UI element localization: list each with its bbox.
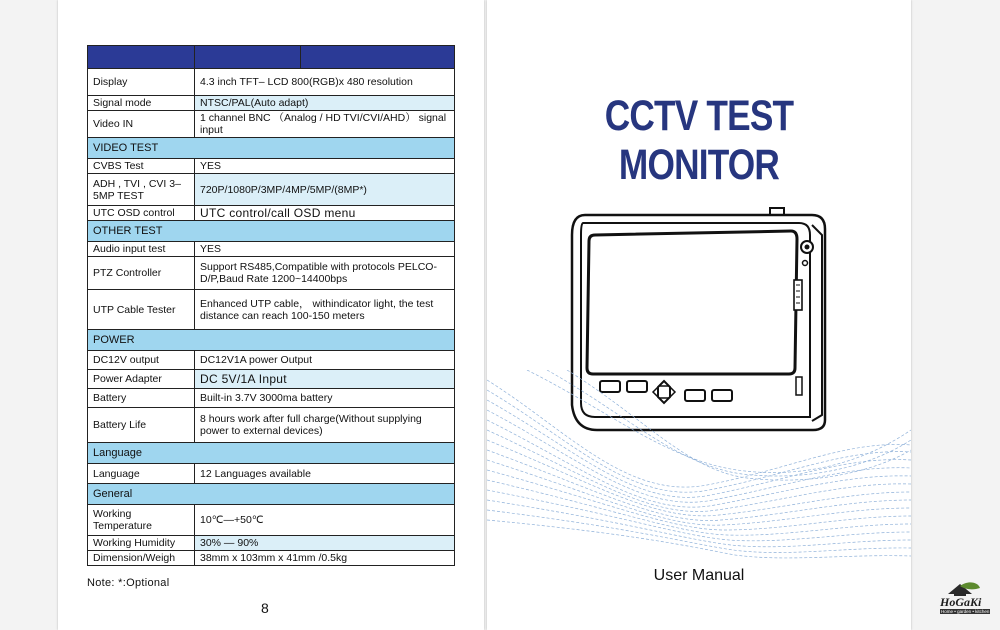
- spec-label: ADH , TVI , CVI 3–5MP TEST: [88, 174, 195, 206]
- table-row: [88, 174, 455, 206]
- section-row: [88, 443, 455, 464]
- spec-label: Video IN: [88, 111, 195, 138]
- spec-value: 1 channel BNC （Analog / HD TVI/CVI/AHD） signal input: [195, 111, 455, 138]
- table-row: [88, 69, 455, 96]
- spec-label: Dimension/Weigh: [88, 551, 195, 566]
- table-row: [88, 290, 455, 330]
- table-row: [88, 351, 455, 370]
- wave-decoration: [487, 370, 911, 570]
- table-row: [88, 505, 455, 536]
- spec-page: [58, 0, 484, 630]
- section-title: Language: [88, 443, 455, 464]
- spec-label: Battery Life: [88, 408, 195, 443]
- spec-value: Support RS485,Compatible with protocols PELCO-D/P,Baud Rate 1200~14400bps: [195, 257, 455, 290]
- spec-value: 38mm x 103mm x 41mm /0.5kg: [195, 551, 455, 566]
- spec-value: 12 Languages available: [195, 464, 455, 484]
- page-number: 8: [261, 600, 269, 616]
- spec-label: Audio input test: [88, 242, 195, 257]
- watermark-name: HoGaKi: [940, 595, 982, 609]
- spec-label: Power Adapter: [88, 370, 195, 389]
- cover-title: CCTV TEST MONITOR: [604, 92, 794, 189]
- section-title: OTHER TEST: [88, 221, 455, 242]
- table-row: [88, 389, 455, 408]
- table-row: [88, 370, 455, 389]
- table-row: [88, 551, 455, 566]
- section-row: [88, 138, 455, 159]
- table-row: [88, 408, 455, 443]
- spec-label: CVBS Test: [88, 159, 195, 174]
- section-title: POWER: [88, 330, 455, 351]
- spec-table: [87, 45, 455, 566]
- spec-table-header: [88, 46, 455, 69]
- footnote: Note: *:Optional: [87, 577, 170, 589]
- spec-value: 8 hours work after full charge(Without supplying power to external devices): [195, 408, 455, 443]
- spec-label: Working Temperature: [88, 505, 195, 536]
- spec-label: DC12V output: [88, 351, 195, 370]
- section-title: VIDEO TEST: [88, 138, 455, 159]
- section-title: General: [88, 484, 455, 505]
- cover-page: [487, 0, 911, 630]
- table-row: [88, 536, 455, 551]
- table-row: [88, 242, 455, 257]
- spec-label: Signal mode: [88, 96, 195, 111]
- spec-label: Battery: [88, 389, 195, 408]
- header-cell: [301, 46, 455, 69]
- spec-value: DC12V1A power Output: [195, 351, 455, 370]
- spec-value: DC 5V/1A Input: [195, 370, 455, 389]
- section-row: [88, 221, 455, 242]
- table-row: [88, 206, 455, 221]
- spec-value: Built-in 3.7V 3000ma battery: [195, 389, 455, 408]
- spec-value: UTC control/call OSD menu: [195, 206, 455, 221]
- table-row: [88, 111, 455, 138]
- section-row: [88, 330, 455, 351]
- spec-table-body: [88, 69, 455, 566]
- spec-label: Display: [88, 69, 195, 96]
- spec-label: PTZ Controller: [88, 257, 195, 290]
- spec-value: 720P/1080P/3MP/4MP/5MP/(8MP*): [195, 174, 455, 206]
- spec-value: 30% — 90%: [195, 536, 455, 551]
- table-row: [88, 159, 455, 174]
- watermark-tagline: Home • garden • kitchen: [941, 609, 990, 614]
- spec-label: Working Humidity: [88, 536, 195, 551]
- spec-value: 4.3 inch TFT– LCD 800(RGB)x 480 resolution: [195, 69, 455, 96]
- spec-value: YES: [195, 242, 455, 257]
- spec-label: UTC OSD control: [88, 206, 195, 221]
- table-row: [88, 96, 455, 111]
- spec-value: 10℃—+50℃: [195, 505, 455, 536]
- header-cell: [195, 46, 301, 69]
- header-cell: [88, 46, 195, 69]
- spec-value: NTSC/PAL(Auto adapt): [195, 96, 455, 111]
- spec-value: Enhanced UTP cable， withindicator light, the test distance can reach 100-150 meters: [195, 290, 455, 330]
- table-row: [88, 464, 455, 484]
- spec-label: UTP Cable Tester: [88, 290, 195, 330]
- spec-value: YES: [195, 159, 455, 174]
- section-row: [88, 484, 455, 505]
- cover-subtitle: User Manual: [653, 567, 745, 584]
- table-row: [88, 257, 455, 290]
- spec-label: Language: [88, 464, 195, 484]
